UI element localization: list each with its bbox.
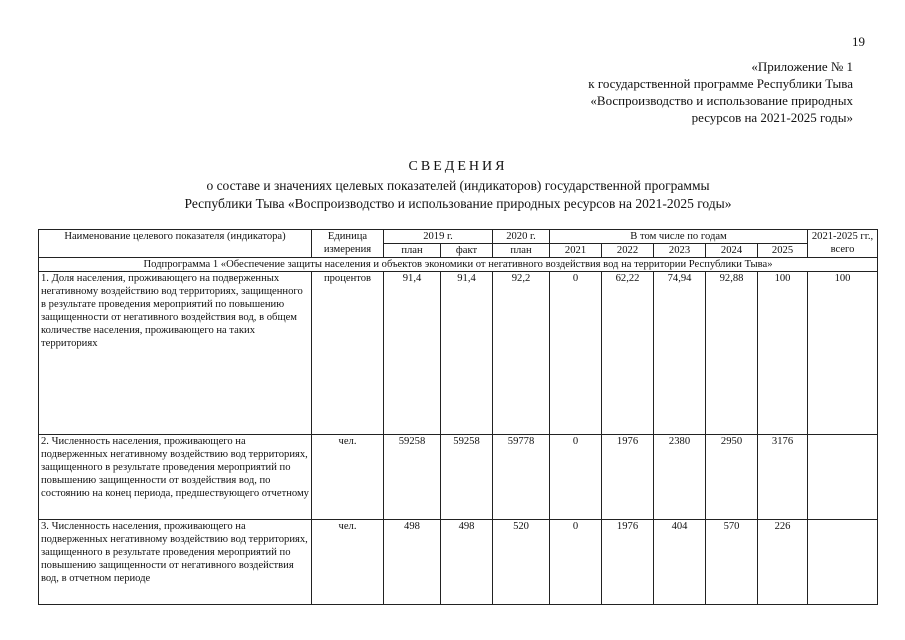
appendix-note [493,58,853,126]
value-2023: 74,94 [654,272,706,435]
value-2019-fact: 59258 [441,435,493,520]
header-row-1 [39,230,878,244]
value-2022: 62,22 [602,272,654,435]
value-2024: 570 [706,520,758,605]
header-2019-plan: план [384,244,441,258]
appendix-line-1: «Приложение № 1 [751,59,853,74]
appendix-line-3: «Воспроизводство и использование природных [590,93,853,108]
subprogram-row [39,258,878,272]
indicator-unit: чел. [312,435,384,520]
appendix-line-2: к государственной программе Республики Тыва [588,76,853,91]
header-2020: 2020 г. [493,230,550,244]
value-total [808,520,878,605]
title-line-2: Республики Тыва «Воспроизводство и использование природных ресурсов на 2021-2025 годы» [184,196,732,211]
header-unit: Единица измерения [312,230,384,258]
header-2024: 2024 [706,244,758,258]
header-2022: 2022 [602,244,654,258]
header-by-years: В том числе по годам [550,230,808,244]
value-total: 100 [808,272,878,435]
indicator-name: 1. Доля населения, проживающего на подверженных негативному воздействию вод территориях, защищенного в результате проведения мероприятий по повышению защищенности от негативного воздействия вод, в общем количестве населения, проживающего на таких территориях [39,272,312,435]
value-2020-plan: 520 [493,520,550,605]
value-2023: 2380 [654,435,706,520]
appendix-line-4: ресурсов на 2021-2025 годы» [691,110,853,125]
value-2019-fact: 91,4 [441,272,493,435]
value-2021: 0 [550,272,602,435]
value-2020-plan: 59778 [493,435,550,520]
value-2025: 226 [758,520,808,605]
title-line-1: о составе и значениях целевых показателей (индикаторов) государственной программы [206,178,710,193]
value-2019-plan: 91,4 [384,272,441,435]
subprogram-title: Подпрограмма 1 «Обеспечение защиты населения и объектов экономики от негативного воздействия вод на территории Республики Тыва» [39,258,878,272]
header-2020-plan: план [493,244,550,258]
page-number: 19 [852,34,865,49]
value-2023: 404 [654,520,706,605]
value-2025: 100 [758,272,808,435]
header-total: 2021-2025 гг., всего [808,230,878,258]
header-name: Наименование целевого показателя (индикатора) [39,230,312,258]
title-main: СВЕДЕНИЯ [408,159,508,174]
value-2020-plan: 92,2 [493,272,550,435]
header-2019-fact: факт [441,244,493,258]
table-row [39,520,878,605]
value-2024: 2950 [706,435,758,520]
header-2021: 2021 [550,244,602,258]
table-row [39,272,878,435]
value-2019-plan: 498 [384,520,441,605]
value-2019-fact: 498 [441,520,493,605]
document-title [38,158,878,213]
table-row [39,435,878,520]
value-2019-plan: 59258 [384,435,441,520]
value-total [808,435,878,520]
value-2022: 1976 [602,520,654,605]
value-2021: 0 [550,435,602,520]
header-2025: 2025 [758,244,808,258]
indicator-unit: чел. [312,520,384,605]
indicator-name: 2. Численность населения, проживающего на подверженных негативному воздействию вод территориях, защищенного в результате проведения мероприятий по повышению защищенности от воздействия вод, по состоянию на конец периода, предшествующего отчетному [39,435,312,520]
indicator-name: 3. Численность населения, проживающего на подверженных негативному воздействию вод территориях, защищенного в результате проведения мероприятий по повышению защищенности от негативного воздействия вод, в отчетном периоде [39,520,312,605]
indicators-table [38,229,878,605]
value-2021: 0 [550,520,602,605]
indicator-unit: процентов [312,272,384,435]
header-2019: 2019 г. [384,230,493,244]
value-2025: 3176 [758,435,808,520]
value-2024: 92,88 [706,272,758,435]
header-2023: 2023 [654,244,706,258]
value-2022: 1976 [602,435,654,520]
